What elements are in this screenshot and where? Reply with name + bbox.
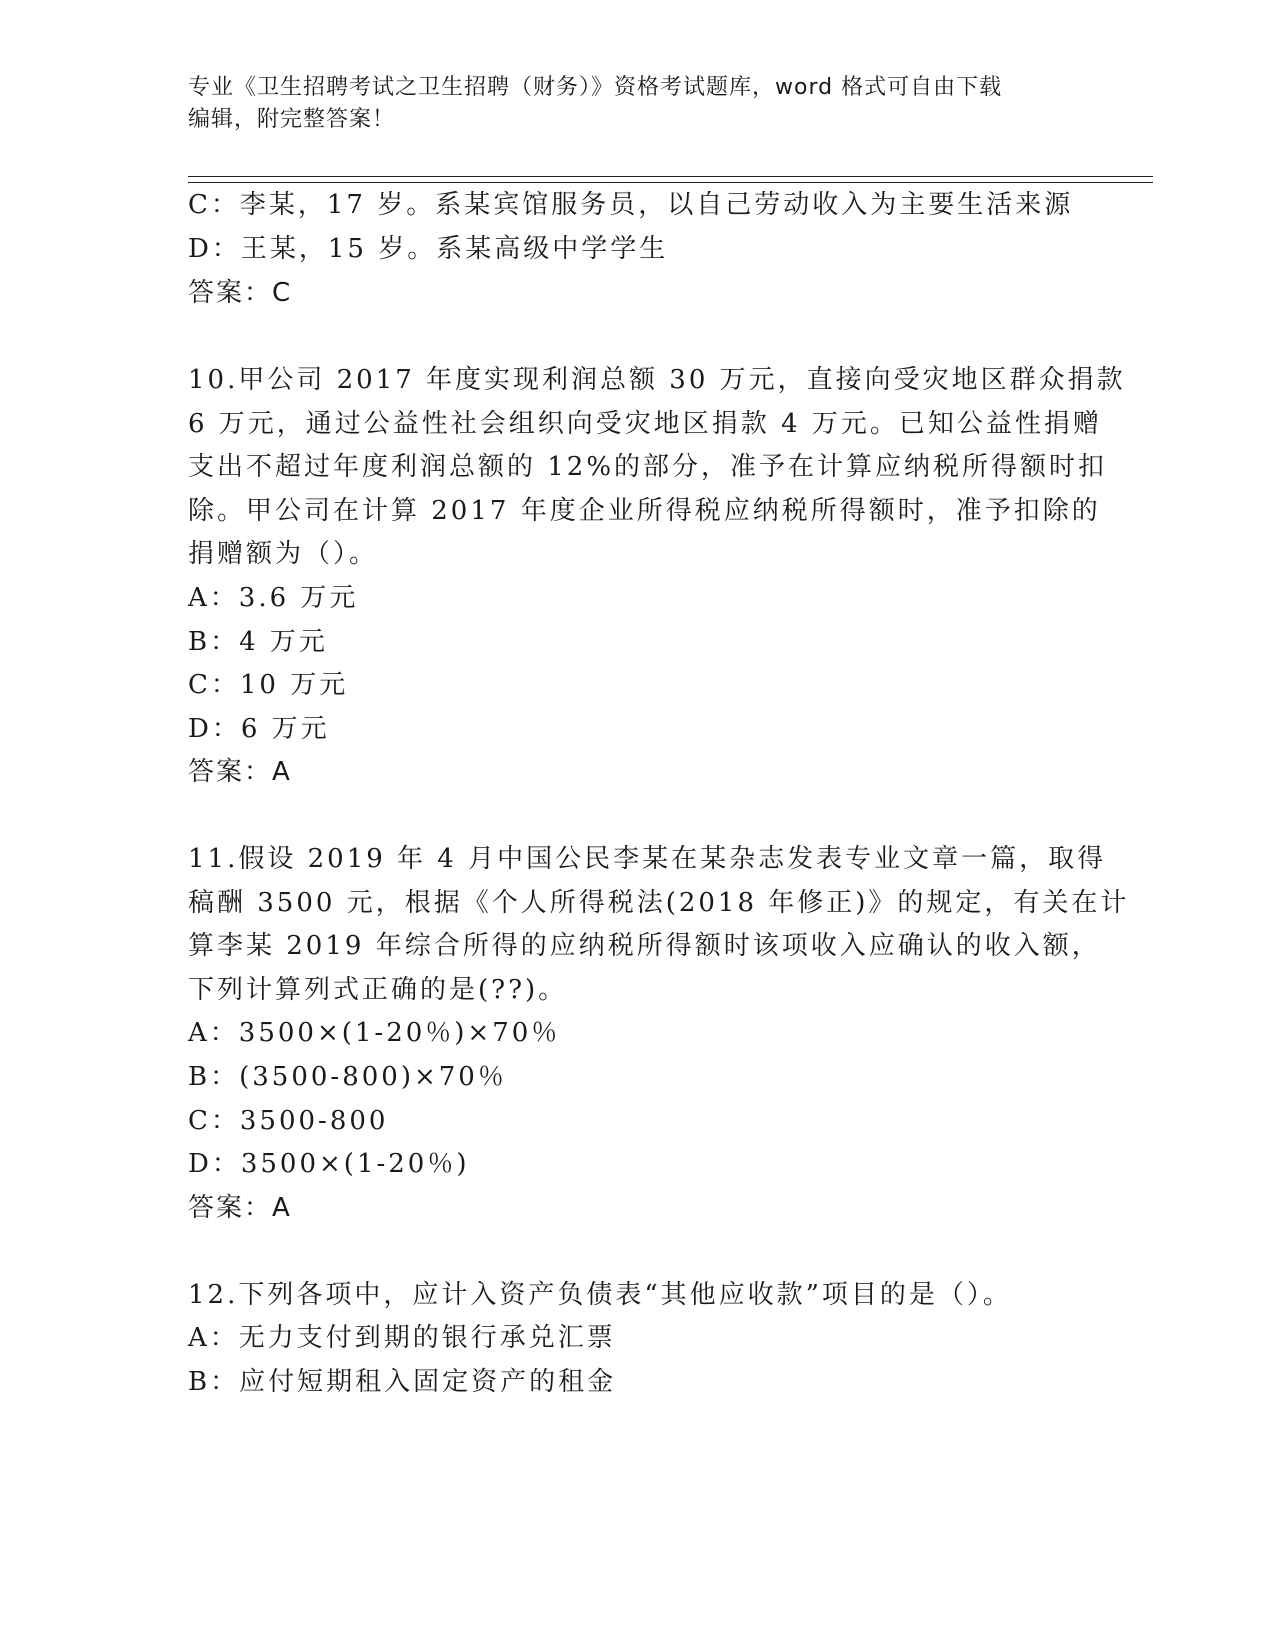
q11-stem-line: 算李某 2019 年综合所得的应纳税所得额时该项收入应确认的收入额， — [188, 931, 1101, 961]
q12-option-b: B：应付短期租入固定资产的租金 — [188, 1367, 617, 1397]
header-rule-top — [188, 176, 1153, 177]
q10-option-b: B：4 万元 — [188, 627, 328, 657]
page-header — [188, 72, 1068, 136]
q10-option-c: C：10 万元 — [188, 670, 349, 700]
header-rule-bottom — [188, 182, 1153, 183]
q10-stem-line: 捐赠额为（）。 — [188, 539, 379, 569]
q9-option-d: D：王某，15 岁。系某高级中学学生 — [188, 234, 669, 264]
q11-stem-line: 下列计算列式正确的是(??)。 — [188, 975, 568, 1005]
q11-option-d: D：3500×(1-20％) — [188, 1149, 470, 1179]
q11-answer: 答案：A — [188, 1193, 292, 1223]
q10-option-d: D：6 万元 — [188, 714, 330, 744]
q10-stem-line: 6 万元，通过公益性社会组织向受灾地区捐款 4 万元。已知公益性捐赠 — [188, 409, 1102, 439]
q11-stem-line: 稿酬 3500 元，根据《个人所得税法(2018 年修正)》的规定，有关在计 — [188, 888, 1130, 918]
q10-answer: 答案：A — [188, 757, 292, 787]
q11-stem-line: 11.假设 2019 年 4 月中国公民李某在某杂志发表专业文章一篇，取得 — [188, 844, 1107, 874]
q10-stem-line: 除。甲公司在计算 2017 年度企业所得税应纳税所得额时，准予扣除的 — [188, 496, 1101, 526]
q9-option-c: C：李某，17 岁。系某宾馆服务员，以自己劳动收入为主要生活来源 — [188, 190, 1074, 220]
q11-option-a: A：3500×(1-20％)×70％ — [188, 1018, 561, 1048]
q11-option-c: C：3500-800 — [188, 1106, 389, 1136]
header-line-1: 专业《卫生招聘考试之卫生招聘（财务）》资格考试题库，word 格式可自由下载 — [188, 75, 1003, 100]
q11-option-b: B：(3500-800)×70％ — [188, 1062, 507, 1092]
q10-stem-line: 支出不超过年度利润总额的 12%的部分，准予在计算应纳税所得额时扣 — [188, 452, 1108, 482]
q12-stem-line: 12.下列各项中，应计入资产负债表“其他应收款”项目的是（）。 — [188, 1280, 1012, 1310]
q9-answer: 答案：C — [188, 278, 293, 308]
q12-option-a: A：无力支付到期的银行承兑汇票 — [188, 1323, 616, 1353]
q10-stem-line: 10.甲公司 2017 年度实现利润总额 30 万元，直接向受灾地区群众捐款 — [188, 365, 1126, 395]
q10-option-a: A：3.6 万元 — [188, 583, 359, 613]
header-line-2: 编辑，附完整答案！ — [188, 107, 396, 132]
